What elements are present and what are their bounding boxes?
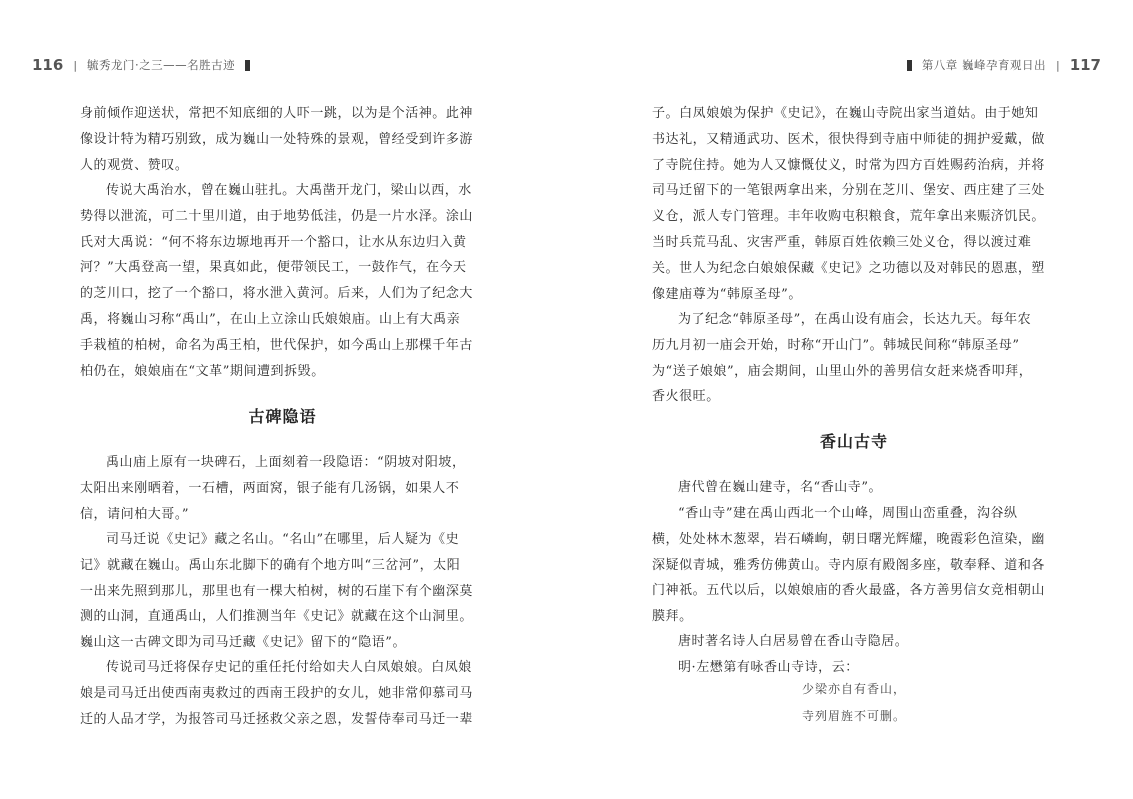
- paragraph-continued: [652, 101, 1056, 307]
- text-line: 巍山这一古碑文即为司马迁藏《史记》留下的“隐语”。: [80, 635, 407, 651]
- page-number: 116: [32, 56, 64, 74]
- text-line: 像建庙尊为“韩原圣母”。: [652, 286, 802, 302]
- text-line: 一出来先照到那儿，那里也有一棵大柏树，树的石崖下有个幽深莫: [80, 583, 473, 599]
- text-line: 太阳出来刚晒着，一石槽，两面窝，银子能有几汤锅，如果人不: [80, 480, 460, 496]
- poem-line: 少梁亦自有香山，: [801, 682, 906, 696]
- text-line: 传说大禹治水，曾在巍山驻扎。大禹凿开龙门，梁山以西，水: [106, 183, 472, 198]
- text-line: 为“送子娘娘”，庙会期间，山里山外的善男信女赶来烧香叩拜，: [652, 363, 1033, 379]
- text-line: 记》就藏在巍山。禹山东北脚下的确有个地方叫“三岔河”，太阳: [80, 557, 461, 573]
- header-mark-icon: [245, 60, 250, 71]
- paragraph-shiji: [80, 527, 485, 656]
- header-separator: |: [1055, 58, 1060, 72]
- text-line: 明·左懋第有咏香山寺诗，云：: [678, 660, 859, 675]
- text-line: 了寺院住持。她为人又慷慨仗义，时常为四方百姓赐药治病，并将: [652, 157, 1045, 173]
- page-number: 117: [1069, 56, 1101, 74]
- text-line: 深疑似青城，雅秀仿佛黄山。寺内原有殿阁多座，敬奉释、道和各: [652, 557, 1045, 573]
- text-line: 香火很旺。: [652, 389, 720, 405]
- left-page: [0, 0, 566, 799]
- text-line: 子。白凤娘娘为保护《史记》，在巍山寺院出家当道姑。由于她知: [652, 106, 1039, 121]
- text-line: 为了纪念“韩原圣母”，在禹山设有庙会，长达九天。每年农: [678, 312, 1032, 327]
- paragraph-baifeng: [80, 655, 485, 732]
- paragraph-stele: [80, 450, 485, 527]
- text-line: 传说司马迁将保存史记的重任托付给如夫人白凤娘娘。白凤娘: [106, 660, 472, 675]
- poem-line: 寺列眉旌不可删。: [801, 709, 906, 723]
- text-line: 义仓，派人专门管理。丰年收购屯积粮食，荒年拿出来赈济饥民。: [652, 209, 1045, 225]
- text-line: 势得以泄流，可二十里川道，由于地势低洼，仍是一片水泽。涂山: [80, 208, 473, 224]
- text-line: 膜拜。: [652, 609, 693, 625]
- text-line: 书达礼，又精通武功、医术，很快得到寺庙中师徒的拥护爱戴，做: [652, 131, 1045, 147]
- text-line: 关。世人为纪念白娘娘保藏《史记》之功德以及对韩民的恩惠，塑: [652, 260, 1045, 276]
- text-line: “香山寺”建在禹山西北一个山峰，周围山峦重叠，沟谷纵: [678, 506, 1018, 521]
- text-line: 信，请问柏大哥。”: [80, 506, 190, 522]
- left-running-header: [32, 54, 250, 76]
- text-line: 测的山洞，直通禹山，人们推测当年《史记》就藏在这个山洞里。: [80, 609, 473, 625]
- text-line: 当时兵荒马乱、灾害严重，韩原百姓依赖三处义仓，得以渡过难: [652, 234, 1032, 250]
- right-running-header: [907, 54, 1101, 76]
- text-line: 柏仍在，娘娘庙在“文革”期间遭到拆毁。: [80, 363, 325, 379]
- text-line: 娘是司马迁出使西南夷救过的西南王段护的女儿，她非常仰慕司马: [80, 685, 473, 701]
- paragraph-xiangshan-temple: [652, 501, 1056, 630]
- running-title: 毓秀龙门·之三——名胜古迹: [87, 58, 236, 72]
- paragraph-bai-juyi: [652, 629, 1056, 655]
- text-line: 司马迁说《史记》藏之名山。“名山”在哪里，后人疑为《史: [106, 532, 460, 547]
- text-line: 河？”大禹登高一望，果真如此，便带领民工，一鼓作气，在今天: [80, 260, 467, 276]
- text-line: 身前倾作迎送状，常把不知底细的人吓一跳，以为是个活神。此神: [80, 106, 473, 121]
- text-line: 像设计特为精巧别致，成为巍山一处特殊的景观，曾经受到许多游: [80, 131, 473, 147]
- text-line: 门神祇。五代以后，以娘娘庙的香火最盛，各方善男信女竞相朝山: [652, 583, 1045, 599]
- poem: [652, 676, 1056, 730]
- paragraph-xiangshan-intro: [652, 475, 1056, 501]
- running-title: 第八章 巍峰孕育观日出: [921, 58, 1046, 72]
- text-line: 横，处处林木葱翠，岩石嶙峋，朝日曙光辉耀，晚霞彩色渲染，幽: [652, 531, 1045, 547]
- text-line: 的芝川口，挖了一个豁口，将水泄入黄河。后来，人们为了纪念大: [80, 286, 473, 302]
- section-heading: 古碑隐语: [248, 407, 317, 426]
- paragraph-continued: [80, 101, 485, 178]
- text-line: 司马迁留下的一笔银两拿出来，分别在芝川、堡安、西庄建了三处: [652, 183, 1045, 199]
- text-line: 迁的人品才学，为报答司马迁拯救父亲之恩，发誓侍奉司马迁一辈: [80, 711, 473, 727]
- text-line: 氏对大禹说：“何不将东边塬地再开一个豁口，让水从东边归入黄: [80, 234, 467, 250]
- paragraph-temple-fair: [652, 307, 1056, 410]
- header-mark-icon: [907, 60, 912, 71]
- text-line: 人的观赏、赞叹。: [80, 157, 189, 173]
- right-page: [566, 0, 1133, 799]
- text-line: 唐代曾在巍山建寺，名“香山寺”。: [678, 480, 883, 495]
- text-line: 唐时著名诗人白居易曾在香山寺隐居。: [678, 634, 909, 649]
- paragraph-dayu: [80, 178, 485, 384]
- header-separator: |: [73, 58, 78, 72]
- text-line: 历九月初一庙会开始，时称“开山门”。韩城民间称“韩原圣母”: [652, 337, 1020, 353]
- text-line: 禹，将巍山习称“禹山”，在山上立涂山氏娘娘庙。山上有大禹亲: [80, 311, 461, 327]
- section-heading: 香山古寺: [819, 432, 888, 451]
- text-line: 手栽植的柏树，命名为禹王柏，世代保护，如今禹山上那棵千年古: [80, 337, 473, 353]
- text-line: 禹山庙上原有一块碑石，上面刻着一段隐语：“阴坡对阳坡，: [106, 455, 466, 470]
